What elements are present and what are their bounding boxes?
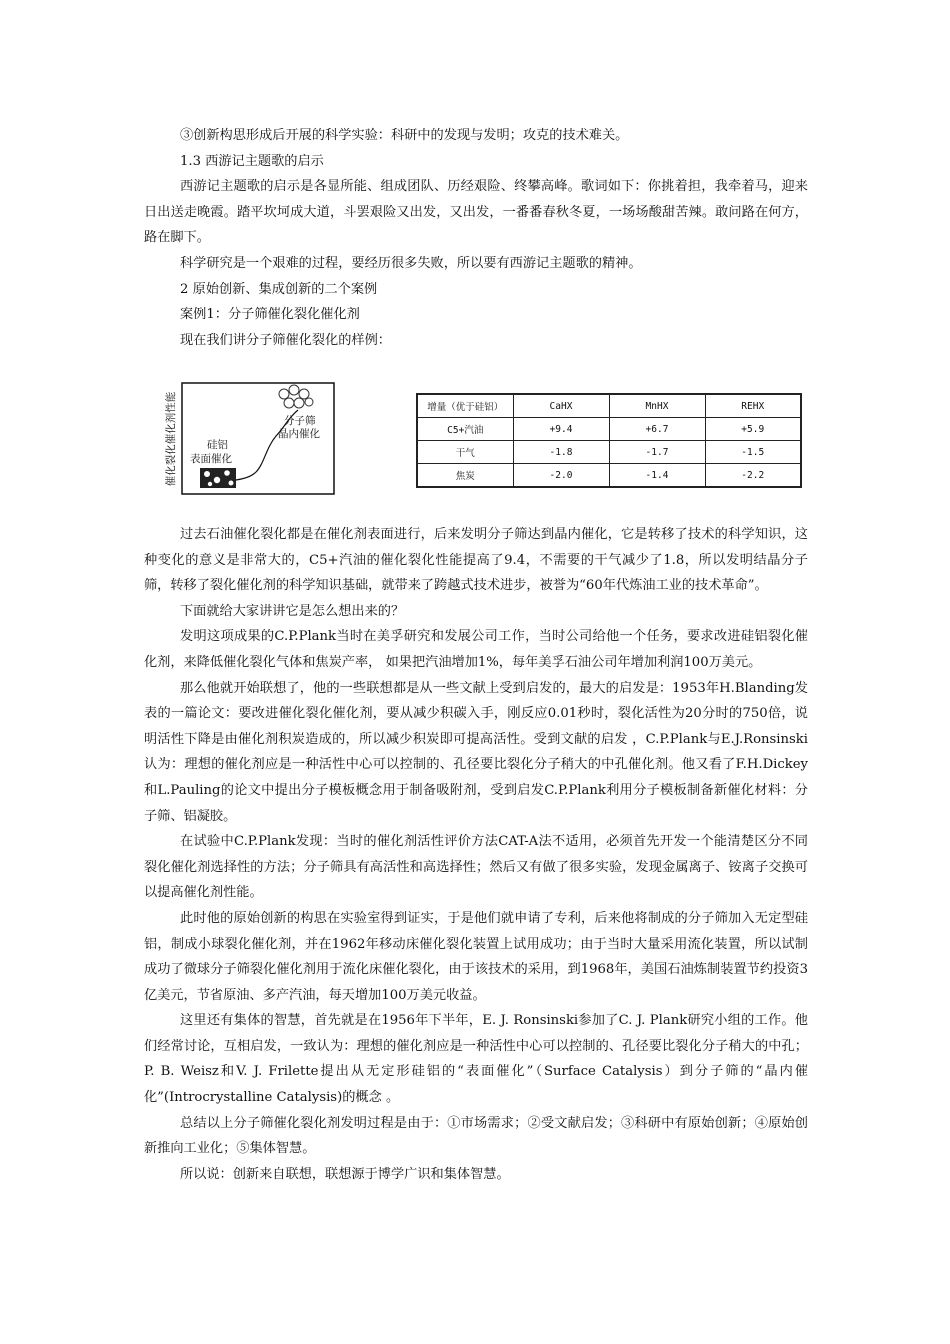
table-cell: -2.0 (513, 464, 609, 488)
table-row (417, 441, 801, 464)
table-cell: 干气 (417, 441, 513, 464)
table-row (417, 464, 801, 488)
low-label-1: 硅铝 (207, 439, 228, 451)
table-cell: -1.8 (513, 441, 609, 464)
table-cell: +9.4 (513, 418, 609, 441)
paragraph: 科学研究是一个艰难的过程，要经历很多失败，所以要有西游记主题歌的精神。 (180, 255, 642, 271)
table-header-cell: CaHX (513, 394, 609, 418)
yield-increment-table (416, 393, 802, 488)
paragraph: ③创新构思形成后开展的科学实验：科研中的发现与发明；攻克的技术难关。 (180, 128, 629, 143)
catalysis-sketch-figure (160, 382, 336, 496)
paragraph: 总结以上分子筛催化裂化剂发明过程是由于：①市场需求；②受文献启发；③科研中有原始创新；④原始创新推向工业化；⑤集体智慧。 (144, 1115, 808, 1157)
paragraph: 过去石油催化裂化都是在催化剂表面进行，后来发明分子筛达到晶内催化，它是转移了技术的科学知识，这种变化的意义是非常大的，C5+汽油的催化裂化性能提高了9.4，不需要的干气减少了1.8，所以发明结晶分子筛，转移了裂化催化剂的科学知识基础，就带来了跨越式技术进步，被誉为“60年代炼油工业的技术革命”。 (144, 527, 808, 594)
paragraph: 现在我们讲分子筛催化裂化的样例： (180, 332, 391, 348)
section-heading: 2 原始创新、集成创新的二个案例 (180, 281, 378, 297)
table-header-cell: 增量（优于硅铝） (417, 394, 513, 418)
paragraph: 下面就给大家讲讲它是怎么想出来的？ (180, 603, 405, 619)
low-label-2: 表面催化 (190, 453, 232, 465)
catalysis-sketch-svg (160, 382, 336, 496)
yield-increment-table-container (416, 393, 802, 485)
high-label-1: 分子筛 (284, 415, 316, 427)
table-row (417, 418, 801, 441)
paragraph: 这里还有集体的智慧，首先就是在1956年下半年，E. J. Ronsinski参加了C. J. Plank研究小组的工作。他们经常讨论，互相启发，一致认为：理想的催化剂应是一种活性中心可以控制的、孔径要比裂化分子稍大的中孔；P. B. Weisz和V. J. Frilette提出从无定形硅铝的“表面催化”（Surface Catalysis）到分子筛的“晶内催化”(Introcrystalline Catalysis)的概念 。 (144, 1013, 808, 1106)
paragraph: 西游记主题歌的启示是各显所能、组成团队、历经艰险、终攀高峰。歌词如下：你挑着担，我牵着马，迎来日出送走晚霞。踏平坎坷成大道，斗罢艰险又出发，又出发，一番番春秋冬夏，一场场酸甜苦辣。敢问路在何方，路在脚下。 (144, 179, 808, 246)
case-heading: 案例1：分子筛催化裂化催化剂 (180, 307, 360, 323)
table-header-cell: REHX (705, 394, 801, 418)
table-cell: -1.7 (609, 441, 705, 464)
table-cell: C5+汽油 (417, 418, 513, 441)
paragraph: 所以说：创新来自联想，联想源于博学广识和集体智慧。 (180, 1166, 510, 1182)
silica-alumina-particle-icon (200, 468, 236, 488)
zeolite-framework-icon (279, 385, 313, 408)
table-cell: +6.7 (609, 418, 705, 441)
table-cell: -1.4 (609, 464, 705, 488)
section-heading: 1.3 西游记主题歌的启示 (180, 153, 324, 169)
table-cell: +5.9 (705, 418, 801, 441)
high-label-2: 晶内催化 (278, 428, 320, 440)
intro-section (144, 123, 808, 353)
table-header-row (417, 394, 801, 418)
y-axis-label: 催化裂化催化剂性能 (165, 391, 177, 487)
table-header-cell: MnHX (609, 394, 705, 418)
paragraph: 那么他就开始联想了，他的一些联想都是从一些文献上受到启发的，最大的启发是：1953年H.Blanding发表的一篇论文：要改进催化裂化催化剂，要从减少积碳入手，刚反应0.01秒时，裂化活性为20分时的750倍，说明活性下降是由催化剂积炭造成的，所以减少积炭即可提高活性。受到文献的启发 ，C.P.Plank与E.J.Ronsinski认为：理想的催化剂应是一种活性中心可以控制的、孔径要比裂化分子稍大的中孔催化剂。他又看了F.H.Dickey和L.Pauling的论文中提出分子模板概念用于制备吸附剂，受到启发C.P.Plank利用分子模板制备新催化材料：分子筛、铝凝胶。 (144, 680, 808, 824)
table-cell: -1.5 (705, 441, 801, 464)
table-cell: 焦炭 (417, 464, 513, 488)
paragraph: 发明这项成果的C.P.Plank当时在美孚研究和发展公司工作，当时公司给他一个任务，要求改进硅铝裂化催化剂，来降低催化裂化气体和焦炭产率， 如果把汽油增加1%，每年美孚石油公司年增加利润100万美元。 (144, 629, 808, 670)
paragraph: 在试验中C.P.Plank发现：当时的催化剂活性评价方法CAT-A法不适用，必须首先开发一个能清楚区分不同裂化催化剂选择性的方法；分子筛具有高活性和高选择性；然后又有做了很多实验，发现金属离子、铵离子交换可以提高催化剂性能。 (144, 834, 808, 901)
table-cell: -2.2 (705, 464, 801, 488)
paragraph: 此时他的原始创新的构思在实验室得到证实，于是他们就申请了专利，后来他将制成的分子筛加入无定型硅铝，制成小球裂化催化剂，并在1962年移动床催化裂化装置上试用成功；由于当时大量采用流化装置，所以试制成功了微球分子筛裂化催化剂用于流化床催化裂化，由于该技术的采用，到1968年，美国石油炼制装置节约投资3亿美元，节省原油、多产汽油，每天增加100万美元收益。 (144, 910, 808, 1003)
body-section (144, 522, 808, 1187)
